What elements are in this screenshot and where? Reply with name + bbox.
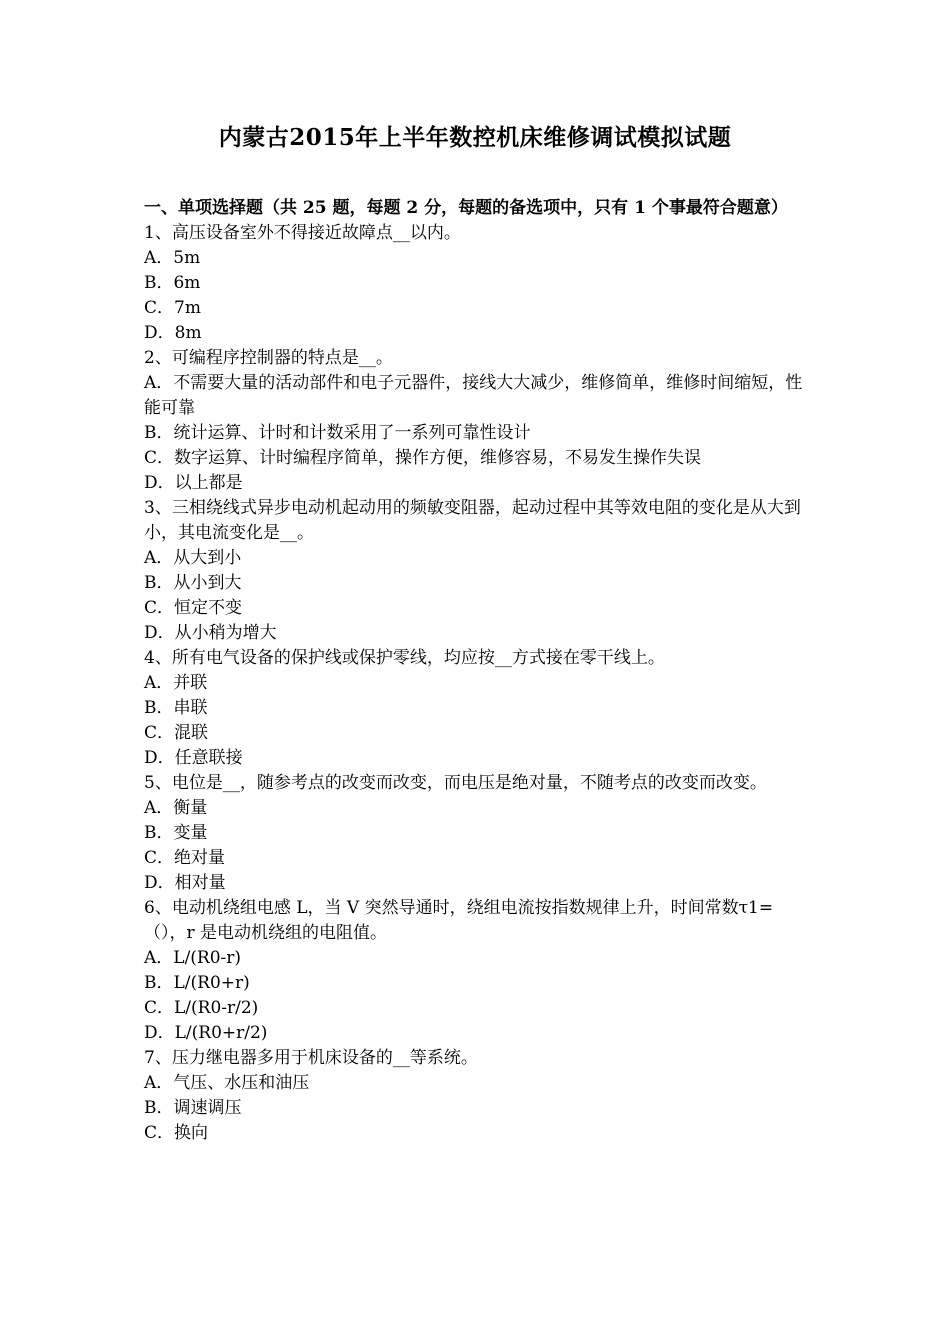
option-c: C．恒定不变 — [144, 598, 243, 618]
option-d: D．以上都是 — [144, 473, 243, 493]
question-6 — [144, 896, 812, 1046]
option-c: C．数字运算、计时编程序简单，操作方便，维修容易，不易发生操作失误 — [144, 448, 702, 468]
option-c: C．混联 — [144, 723, 209, 743]
option-a: A．从大到小 — [144, 548, 242, 568]
option-c: C．L/(R0-r/2) — [144, 998, 259, 1018]
question-7 — [144, 1046, 812, 1146]
question-stem: 2、可编程序控制器的特点是__。 — [144, 348, 393, 368]
option-a: A．不需要大量的活动部件和电子元器件，接线大大减少，维修简单，维修时间缩短，性能可靠 — [144, 373, 803, 418]
option-a: A．并联 — [144, 673, 208, 693]
option-a: A．衡量 — [144, 798, 208, 818]
option-d: D．8m — [144, 323, 202, 343]
option-b: B．变量 — [144, 823, 208, 843]
question-1 — [144, 221, 812, 346]
option-a: A．气压、水压和油压 — [144, 1073, 310, 1093]
question-stem: 7、压力继电器多用于机床设备的__等系统。 — [144, 1048, 478, 1068]
question-stem: 6、电动机绕组电感 L，当 V 突然导通时，绕组电流按指数规律上升，时间常数τ1=（），r 是电动机绕组的电阻值。 — [144, 898, 774, 943]
document-title: 内蒙古2015年上半年数控机床维修调试模拟试题 — [218, 124, 732, 151]
option-d: D．L/(R0+r/2) — [144, 1023, 268, 1043]
option-b: B．统计运算、计时和计数采用了一系列可靠性设计 — [144, 423, 531, 443]
question-stem: 3、三相绕线式异步电动机起动用的频敏变阻器，起动过程中其等效电阻的变化是从大到小，其电流变化是__。 — [144, 498, 801, 543]
option-d: D．任意联接 — [144, 748, 243, 768]
question-stem: 5、电位是__，随参考点的改变而改变，而电压是绝对量，不随考点的改变而改变。 — [144, 773, 767, 793]
question-stem: 1、高压设备室外不得接近故障点__以内。 — [144, 223, 461, 243]
option-d: D．相对量 — [144, 873, 226, 893]
option-b: B．从小到大 — [144, 573, 242, 593]
document-body — [144, 196, 812, 1146]
question-5 — [144, 771, 812, 896]
option-c: C．绝对量 — [144, 848, 226, 868]
question-3 — [144, 496, 812, 646]
question-2 — [144, 346, 812, 496]
section-heading: 一、单项选择题（共 25 题，每题 2 分，每题的备选项中，只有 1 个事最符合题意） — [144, 198, 788, 218]
option-d: D．从小稍为增大 — [144, 623, 277, 643]
option-b: B．串联 — [144, 698, 208, 718]
option-b: B．调速调压 — [144, 1098, 242, 1118]
question-4 — [144, 646, 812, 771]
option-c: C．换向 — [144, 1123, 209, 1143]
option-a: A．5m — [144, 248, 201, 268]
option-b: B．6m — [144, 273, 201, 293]
option-c: C．7m — [144, 298, 201, 318]
option-a: A．L/(R0-r) — [144, 948, 242, 968]
option-b: B．L/(R0+r) — [144, 973, 250, 993]
question-stem: 4、所有电气设备的保护线或保护零线，均应按__方式接在零干线上。 — [144, 648, 665, 668]
